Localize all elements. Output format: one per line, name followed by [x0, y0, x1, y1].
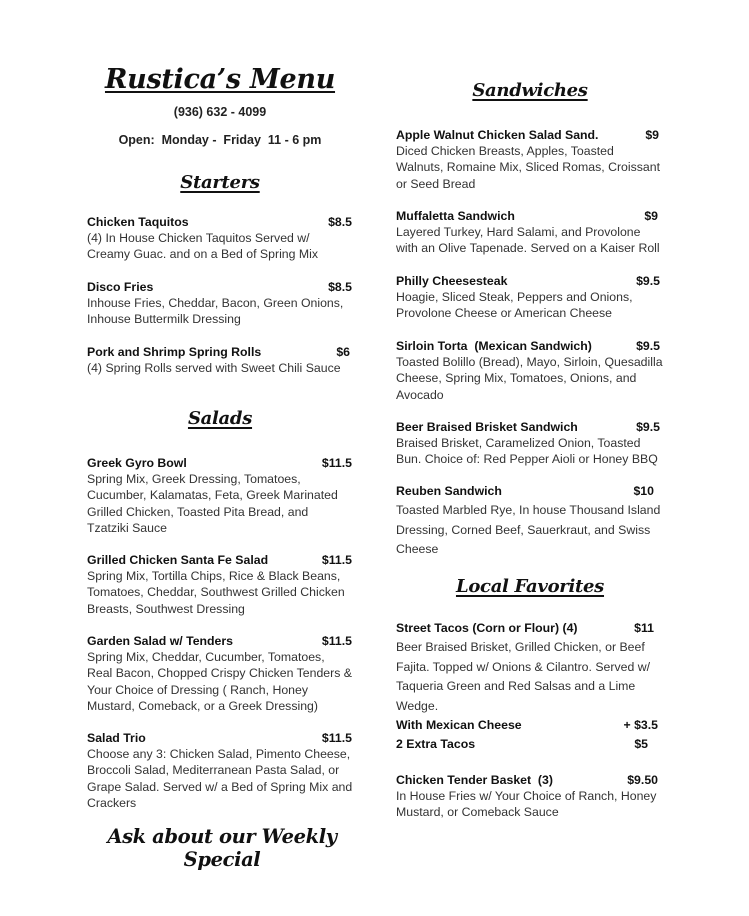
addon-price: + $3.5	[623, 718, 658, 732]
item-description: Toasted Bolillo (Bread), Mayo, Sirloin, Quesadilla Cheese, Spring Mix, Tomatoes, Onions, and Avocado	[396, 355, 663, 402]
item-description: (4) Spring Rolls served with Sweet Chili Sauce	[87, 361, 341, 375]
item-description: Toasted Marbled Rye, In house Thousand Island Dressing, Corned Beef, Sauerkraut, and Swiss Cheese	[396, 503, 661, 557]
item-price: $6	[336, 345, 350, 359]
item-description: Beer Braised Brisket, Grilled Chicken, or Beef Fajita. Topped w/ Onions & Cilantro. Served w/ Taqueria Green and Red Salsas and a Lime Wedge.	[396, 640, 651, 714]
item-name: Chicken Tender Basket (3)	[396, 773, 553, 787]
menu-item-street-tacos	[396, 620, 664, 717]
item-description: Braised Brisket, Caramelized Onion, Toasted Bun. Choice of: Red Pepper Aioli or Honey BBQ	[396, 436, 658, 467]
menu-item-greek-gyro-bowl	[87, 455, 353, 536]
item-name: Muffaletta Sandwich	[396, 209, 515, 223]
item-name: Salad Trio	[87, 731, 146, 745]
item-price: $9.5	[636, 274, 660, 288]
addon-extra-tacos	[396, 736, 664, 752]
item-description: Inhouse Fries, Cheddar, Bacon, Green Onions, Inhouse Buttermilk Dressing	[87, 296, 344, 327]
item-price: $8.5	[328, 215, 352, 229]
sandwiches-heading: Sandwiches	[472, 80, 588, 101]
item-name: Chicken Taquitos	[87, 215, 189, 229]
item-description: Spring Mix, Cheddar, Cucumber, Tomatoes, Real Bacon, Chopped Crispy Chicken Tenders & Your Choice of Dressing ( Ranch, Honey Mustard, Comeback, or a Greek Dressing)	[87, 650, 352, 713]
local-favorites-heading: Local Favorites	[455, 576, 605, 597]
menu-item-disco-fries	[87, 279, 353, 328]
menu-item-chicken-taquitos	[87, 214, 353, 263]
opening-hours: Open: Monday - Friday 11 - 6 pm	[118, 133, 322, 147]
menu-item-apple-walnut-chicken-salad	[396, 127, 664, 192]
item-price: $9	[644, 209, 658, 223]
item-description: Spring Mix, Tortilla Chips, Rice & Black Beans, Tomatoes, Cheddar, Southwest Grilled Chicken Breasts, Southwest Dressing	[87, 569, 345, 616]
addon-mexican-cheese	[396, 717, 664, 733]
addon-price: $5	[634, 737, 648, 751]
item-name: Grilled Chicken Santa Fe Salad	[87, 553, 269, 567]
menu-item-santa-fe-salad	[87, 552, 353, 617]
item-name: Reuben Sandwich	[396, 484, 502, 498]
item-description: Hoagie, Sliced Steak, Peppers and Onions, Provolone Cheese or American Cheese	[396, 290, 633, 321]
addon-name: 2 Extra Tacos	[396, 737, 476, 751]
item-price: $11.5	[321, 731, 352, 745]
phone-number: (936) 632 - 4099	[173, 105, 267, 119]
item-name: Disco Fries	[87, 280, 154, 294]
item-price: $10	[633, 484, 654, 498]
item-price: $11	[634, 621, 654, 635]
menu-item-brisket-sandwich	[396, 419, 664, 468]
item-name: Garden Salad w/ Tenders	[87, 634, 234, 648]
item-price: $11.5	[321, 456, 352, 470]
menu-item-spring-rolls	[87, 344, 353, 376]
starters-heading: Starters	[180, 172, 260, 193]
menu-item-philly-cheesesteak	[396, 273, 664, 322]
item-description: (4) In House Chicken Taquitos Served w/ Creamy Guac. and on a Bed of Spring Mix	[87, 231, 319, 262]
item-price: $11.5	[321, 634, 352, 648]
item-price: $11.5	[321, 553, 352, 567]
item-description: Spring Mix, Greek Dressing, Tomatoes, Cucumber, Kalamatas, Feta, Greek Marinated Grilled Chicken, Toasted Pita Bread, and Tzatziki Sauce	[87, 472, 338, 535]
addon-name: With Mexican Cheese	[396, 718, 522, 732]
item-description: Layered Turkey, Hard Salami, and Provolone with an Olive Tapenade. Served on a Kaiser Roll	[396, 225, 660, 256]
menu-item-muffaletta	[396, 208, 664, 257]
menu-item-reuben	[396, 483, 664, 560]
item-name: Apple Walnut Chicken Salad Sand.	[396, 128, 599, 142]
menu-item-chicken-tender-basket	[396, 772, 664, 821]
item-name: Philly Cheesesteak	[396, 274, 508, 288]
item-name: Beer Braised Brisket Sandwich	[396, 420, 578, 434]
menu-title: Rustica’s Menu	[104, 64, 336, 95]
item-price: $9.50	[627, 773, 658, 787]
salads-heading: Salads	[187, 408, 253, 429]
weekly-special-note: Ask about our Weekly Special	[107, 825, 337, 871]
item-price: $9	[645, 128, 659, 142]
item-name: Sirloin Torta (Mexican Sandwich)	[396, 339, 592, 353]
menu-item-garden-salad	[87, 633, 353, 714]
item-name: Street Tacos (Corn or Flour) (4)	[396, 621, 578, 635]
item-description: In House Fries w/ Your Choice of Ranch, Honey Mustard, or Comeback Sauce	[396, 789, 657, 820]
item-name: Pork and Shrimp Spring Rolls	[87, 345, 262, 359]
item-price: $9.5	[636, 339, 660, 353]
item-description: Diced Chicken Breasts, Apples, Toasted Walnuts, Romaine Mix, Sliced Romas, Croissant or Seed Bread	[396, 144, 661, 191]
item-description: Choose any 3: Chicken Salad, Pimento Cheese, Broccoli Salad, Mediterranean Pasta Salad, or Grape Salad. Served w/ a Bed of Spring Mix and Crackers	[87, 747, 353, 810]
menu-item-salad-trio	[87, 730, 353, 811]
menu-item-sirloin-torta	[396, 338, 664, 403]
item-price: $9.5	[636, 420, 660, 434]
item-name: Greek Gyro Bowl	[87, 456, 187, 470]
item-price: $8.5	[328, 280, 352, 294]
